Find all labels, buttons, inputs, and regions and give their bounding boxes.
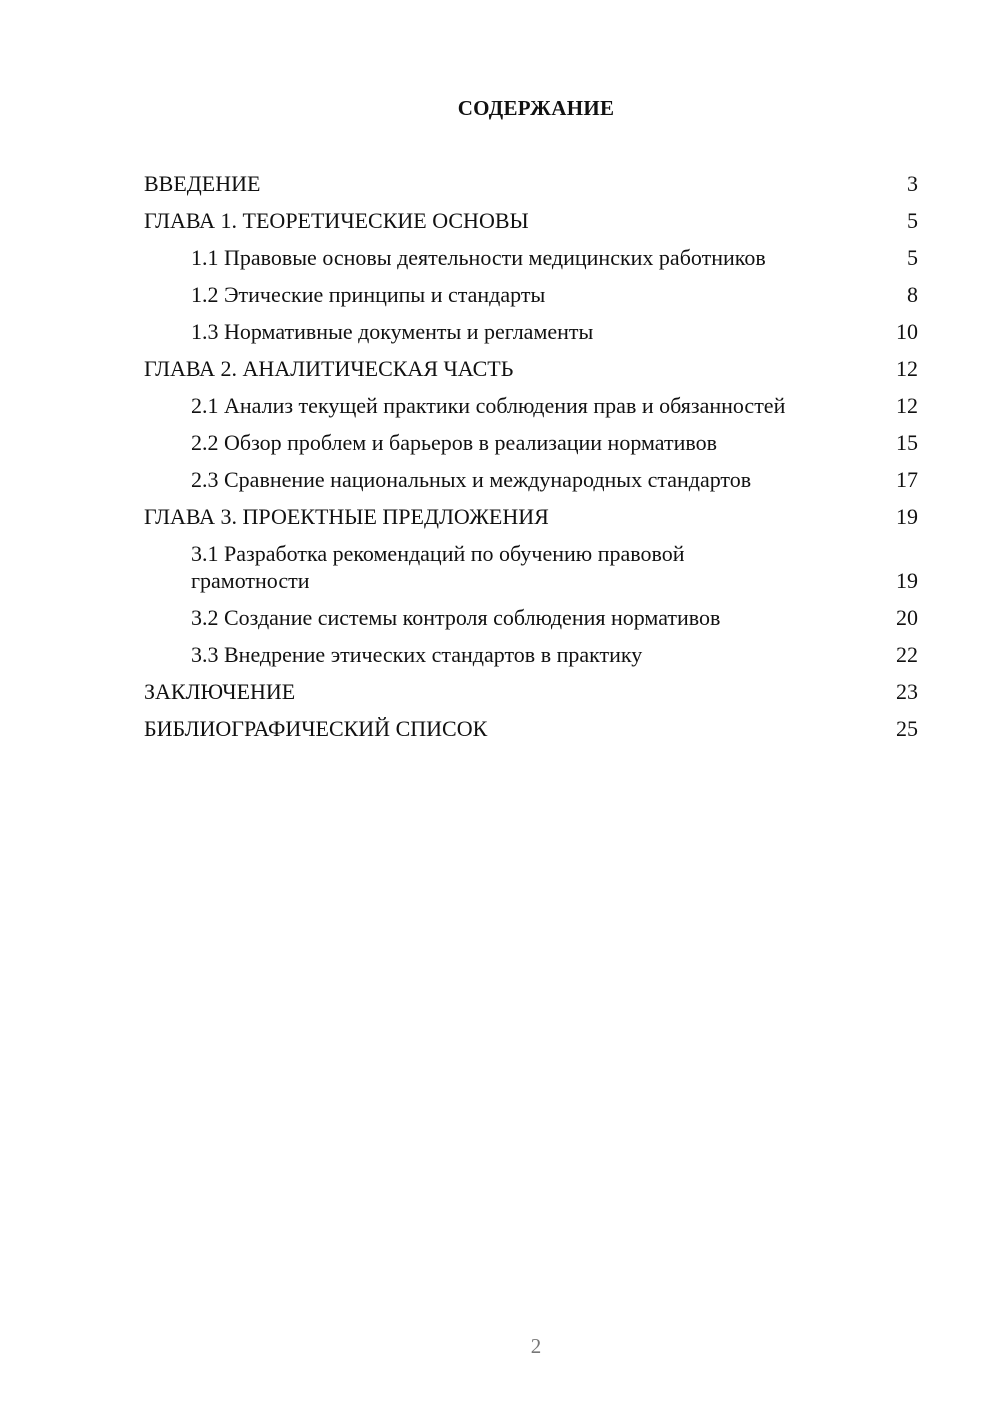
toc-entry-section-2-3 [144, 466, 920, 493]
toc-entry-page: 19 [896, 568, 918, 593]
toc-entry-page: 22 [896, 642, 918, 667]
toc-entry-section-3-2 [144, 604, 920, 631]
toc-entry-page: 5 [907, 208, 918, 233]
toc-entry-label: 3.2 Создание системы контроля соблюдения нормативов [191, 605, 721, 630]
toc-entry-page: 17 [896, 467, 918, 492]
toc-entry-label: 2.1 Анализ текущей практики соблюдения прав и обязанностей [191, 393, 786, 418]
toc-entry-section-1-1 [144, 244, 920, 271]
toc-entry-page: 23 [896, 679, 918, 704]
toc-entry-chapter-1 [144, 207, 920, 234]
toc-entry-section-3-1 [144, 540, 920, 594]
toc-entry-label: ГЛАВА 1. ТЕОРЕТИЧЕСКИЕ ОСНОВЫ [144, 208, 529, 233]
toc-entry-label: БИБЛИОГРАФИЧЕСКИЙ СПИСОК [144, 716, 488, 741]
toc-entry-page: 12 [896, 393, 918, 418]
toc-entry-conclusion [144, 678, 920, 705]
toc-entry-section-2-2 [144, 429, 920, 456]
page-number: 2 [530, 1334, 542, 1358]
toc-entry-introduction [144, 170, 920, 197]
toc-entry-label: 2.2 Обзор проблем и барьеров в реализации нормативов [191, 430, 717, 455]
toc-entry-label: 2.3 Сравнение национальных и международных стандартов [191, 467, 752, 492]
table-of-contents [144, 170, 920, 742]
toc-entry-chapter-2 [144, 355, 920, 382]
toc-entry-label: ГЛАВА 2. АНАЛИТИЧЕСКАЯ ЧАСТЬ [144, 356, 514, 381]
toc-entry-section-2-1 [144, 392, 920, 419]
toc-entry-label: 1.1 Правовые основы деятельности медицинских работников [191, 245, 766, 270]
toc-entry-bibliography [144, 715, 920, 742]
toc-entry-page: 15 [896, 430, 918, 455]
page-title: СОДЕРЖАНИЕ [457, 96, 615, 120]
toc-entry-page: 5 [907, 245, 918, 270]
toc-entry-label: ГЛАВА 3. ПРОЕКТНЫЕ ПРЕДЛОЖЕНИЯ [144, 504, 549, 529]
toc-entry-section-1-2 [144, 281, 920, 308]
toc-entry-label: ЗАКЛЮЧЕНИЕ [144, 679, 296, 704]
toc-entry-chapter-3 [144, 503, 920, 530]
toc-entry-page: 10 [896, 319, 918, 344]
toc-entry-page: 19 [896, 504, 918, 529]
toc-entry-label: ВВЕДЕНИЕ [144, 171, 261, 196]
toc-entry-page: 8 [907, 282, 918, 307]
toc-entry-section-1-3 [144, 318, 920, 345]
toc-entry-label: 1.3 Нормативные документы и регламенты [191, 319, 594, 344]
toc-entry-page: 3 [907, 171, 918, 196]
toc-entry-page: 25 [896, 716, 918, 741]
toc-entry-page: 12 [896, 356, 918, 381]
toc-entry-label: 3.1 Разработка рекомендаций по обучению правовой грамотности [191, 541, 685, 593]
toc-entry-label: 1.2 Этические принципы и стандарты [191, 282, 546, 307]
toc-entry-page: 20 [896, 605, 918, 630]
toc-entry-label: 3.3 Внедрение этических стандартов в практику [191, 642, 643, 667]
toc-entry-section-3-3 [144, 641, 920, 668]
